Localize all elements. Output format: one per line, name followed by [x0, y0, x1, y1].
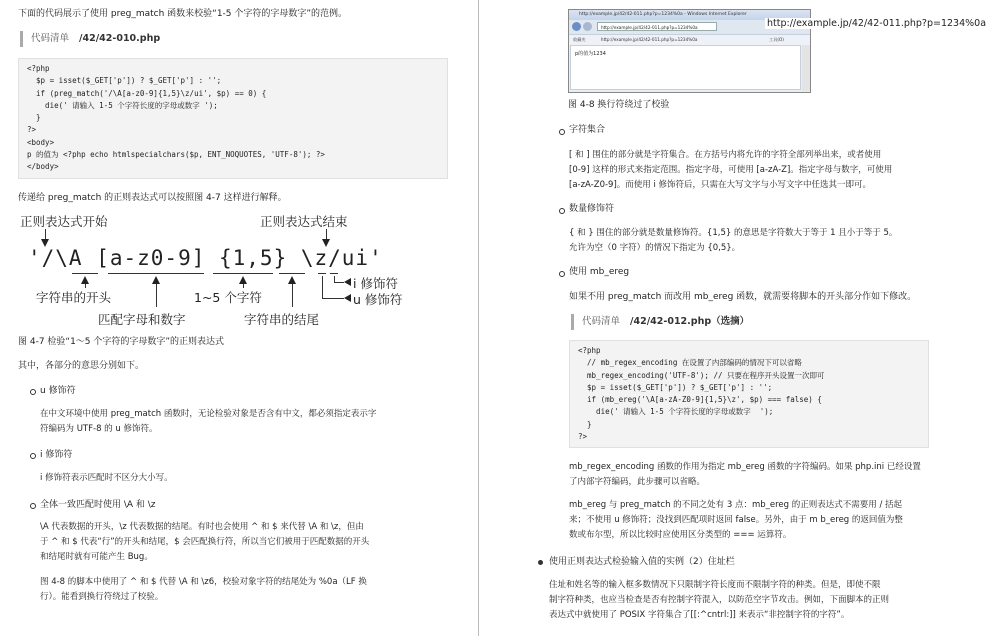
label-string-start: 字符串的开头 [36, 290, 112, 305]
fig-4-7-caption: 图 4-7 检验“1～5 个字符的字母数字”的正则表达式 [18, 337, 225, 347]
bullet-icon [30, 453, 36, 459]
code-line: <?php [27, 64, 50, 73]
code-line: die(' 请输入 1-5 个字符长度的字母或数字 '); [27, 100, 218, 110]
label-regex-end: 正则表达式结束 [260, 214, 348, 229]
mb-ereg-body: 如果不用 preg_match 而改用 mb_ereg 函数，就需要将脚本的开头部分作如下修改。 [569, 292, 917, 302]
code-block-1 [18, 58, 448, 179]
i-modifier-heading: i 修饰符 [40, 450, 73, 460]
underline [330, 273, 338, 274]
u-modifier-body [40, 407, 376, 437]
text-line: 制字符种类，也应当检查是否有控制字符混入，以防范空字节攻击。例如，下面脚本的正则 [549, 595, 890, 605]
browser-tab: http://example.jp/42/42-011.php?p=1234%0a [600, 37, 698, 42]
charset-heading: 字符集合 [569, 125, 606, 135]
arrow-up-icon [239, 276, 247, 284]
whole-match-heading: 全体一致匹配时使用 \A 和 \z [40, 500, 156, 510]
label-string-end: 字符串的结尾 [244, 312, 320, 327]
text-line: 于 ^ 和 $ 代表“行”的开头和结尾，$ 会匹配换行符，所以当它们被用于匹配数据的开头 [40, 537, 370, 547]
example-body [549, 578, 889, 623]
text-line: mb_ereg 与 preg_match 的不同之处有 3 点：mb_ereg 的正则表达式不需要用 / 括起 [569, 500, 903, 510]
whole-match-body-2 [40, 575, 367, 605]
bullet-icon [538, 560, 543, 565]
mb-ereg-note [569, 460, 921, 490]
regex-figure [14, 212, 450, 330]
code-line: $p = isset($_GET['p']) ? $_GET['p'] : ''; [578, 382, 773, 392]
quantifier-body [569, 226, 897, 256]
tools-menu: 工具(O) [769, 37, 784, 42]
intro-text: 下面的代码展示了使用 preg_match 函数来校验“1-5 个字符的字母数字”的范例。 [18, 9, 348, 19]
arrow-up-icon [288, 276, 296, 284]
text-line: [a-zA-Z0-9]。而使用 i 修饰符后，只需在大写文字与小写文字中任选其一即可。 [569, 180, 872, 190]
charset-body [569, 148, 892, 193]
code-line: } [578, 419, 592, 429]
text-line: 数或布尔型，所以比较时应使用区分类型的 === 运算符。 [569, 530, 792, 540]
bullet-icon [30, 389, 36, 395]
label-match-alnum: 匹配字母和数字 [98, 312, 186, 327]
code-line: ?> [578, 432, 588, 442]
code-line: ?> [27, 125, 37, 135]
text-line: 符编码为 UTF-8 的 u 修饰符。 [40, 424, 158, 434]
browser-content-text: p的值为1234 [575, 51, 606, 57]
fig-4-8-caption: 图 4-8 换行符绕过了校验 [568, 100, 670, 110]
text-line: i 修饰符表示匹配时不区分大小写。 [40, 473, 173, 483]
example-heading: 使用正则表达式检验输入值的实例（2）住址栏 [549, 557, 735, 567]
text-line: 表达式中就使用了 POSIX 字符集合了[[:^cntrl:]] 来表示“非控制字符的字符”。 [549, 610, 850, 620]
text-line: { 和 } 围住的部分就是数量修饰符。{1,5} 的意思是字符数大于等于 1 且小于等于 5。 [569, 228, 898, 238]
code-line: $p = isset($_GET['p']) ? $_GET['p'] : ''; [27, 76, 222, 86]
u-modifier-heading: u 修饰符 [40, 386, 76, 396]
arrow-line [322, 276, 323, 298]
code-line: if (mb_ereg('\A[a-zA-Z0-9]{1,5}\z', $p) === false) { [578, 395, 822, 405]
arrow-line [292, 284, 293, 307]
url-callout: http://example.jp/42/42-011.php?p=1234%0a [767, 18, 987, 29]
meaning-text: 其中，各部分的意思分别如下。 [18, 361, 145, 371]
code-line: mb_regex_encoding('UTF-8'); // 只要在程序开头设置一次即可 [578, 370, 825, 380]
code-line: // mb_regex_encoding 在设置了内部编码的情况下可以省略 [578, 358, 802, 368]
listing-label-text: 代码清单 [582, 316, 621, 327]
text-line: 在中文环境中使用 preg_match 函数时，无论检验对象是否含有中文，都必须指定表示字 [40, 409, 377, 419]
text-line: 允许为空（0 字符）的情况下指定为 {0,5}。 [569, 243, 741, 253]
left-page [0, 0, 479, 636]
explain-text: 传递给 preg_match 的正则表达式可以按照图 4-7 这样进行解释。 [18, 193, 287, 203]
bullet-icon [559, 129, 565, 135]
bullet-icon [559, 208, 565, 214]
whole-match-body [40, 520, 369, 565]
label-u-modifier: u 修饰符 [353, 292, 403, 307]
listing-file: /42/42-010.php [79, 33, 161, 44]
arrow-up-icon [152, 276, 160, 284]
text-line: 住址和姓名等的输入框多数情况下只限制字符长度而不限制字符的种类。但是，即使不限 [549, 580, 881, 590]
code-line: die(' 请输入 1-5 个字符长度的字母或数字 '); [578, 407, 774, 417]
arrow-line [334, 282, 344, 283]
right-page [479, 0, 958, 636]
code-line: } [27, 113, 41, 123]
diff-body [569, 498, 903, 543]
code-block-2 [569, 340, 929, 448]
browser-address-bar: http://example.jp/42/42-011.php?p=1234%0a [597, 22, 717, 31]
listing-label-text: 代码清单 [31, 33, 70, 44]
text-line: 行）。能看到换行符绕过了校验。 [40, 592, 164, 602]
listing-label-2 [571, 314, 749, 330]
text-line: 来；不使用 u 修饰符；没找到匹配项时返回 false。另外，由于 m b_ereg 的返回值为整 [569, 515, 903, 525]
quantifier-heading: 数量修饰符 [569, 204, 615, 214]
bullet-icon [559, 271, 565, 277]
underline [279, 273, 305, 274]
arrow-left-icon [344, 278, 351, 286]
text-line: 和结尾时就有可能产生 Bug。 [40, 552, 153, 562]
text-line: mb_regex_encoding 函数的作用为指定 mb_ereg 函数的字符编码。如果 php.ini 已经设置 [569, 462, 921, 472]
label-range: 1~5 个字符 [194, 290, 262, 305]
arrow-left-icon [344, 294, 351, 302]
text-line: 图 4-8 的脚本中使用了 ^ 和 $ 代替 \A 和 \z6，校验对象字符的结尾处为 %0a（LF 换 [40, 577, 367, 587]
bullet-icon [30, 503, 36, 509]
arrow-up-icon [81, 276, 89, 284]
browser-title: http://example.jp/42/42-011.php?p=1234%0a - Windows Internet Explorer [569, 10, 810, 20]
code-line: <?php [578, 346, 601, 355]
code-line: p 的值为 <?php echo htmlspecialchars($p, ENT_NOQUOTES, 'UTF-8'); ?> [27, 150, 325, 160]
arrow-line [322, 298, 344, 299]
underline [108, 273, 204, 274]
underline [318, 273, 326, 274]
code-line: if (preg_match('/\A[a-z0-9]{1,5}\z/ui', $p) == 0) { [27, 88, 267, 98]
mb-ereg-heading: 使用 mb_ereg [569, 267, 630, 277]
listing-file: /42/42-012.php（选摘） [630, 316, 750, 327]
favorites-label: 收藏夹 [573, 37, 586, 42]
underline [72, 273, 98, 274]
code-line: <body> [27, 137, 55, 147]
text-line: 了内部字符编码，此步骤可以省略。 [569, 477, 706, 487]
regex-expression: '/\A [a-z0-9] {1,5} \z/ui' [28, 246, 383, 270]
underline [213, 273, 273, 274]
text-line: [ 和 ] 围住的部分就是字符集合。在方括号内将允许的字符全部列举出来，或者使用 [569, 150, 882, 160]
arrow-line [156, 284, 157, 307]
listing-label-1 [20, 31, 160, 47]
i-modifier-body [40, 471, 173, 486]
code-line: </body> [27, 162, 59, 172]
text-line: \A 代表数据的开头，\z 代表数据的结尾。有时也会使用 ^ 和 $ 来代替 \A 和 \z，但由 [40, 522, 364, 532]
label-i-modifier: i 修饰符 [353, 276, 398, 291]
text-line: [0-9] 这样的形式来指定范围。指定字母，可使用 [a-zA-Z]。指定字母与数字，可使用 [569, 165, 893, 175]
label-regex-start: 正则表达式开始 [20, 214, 108, 229]
